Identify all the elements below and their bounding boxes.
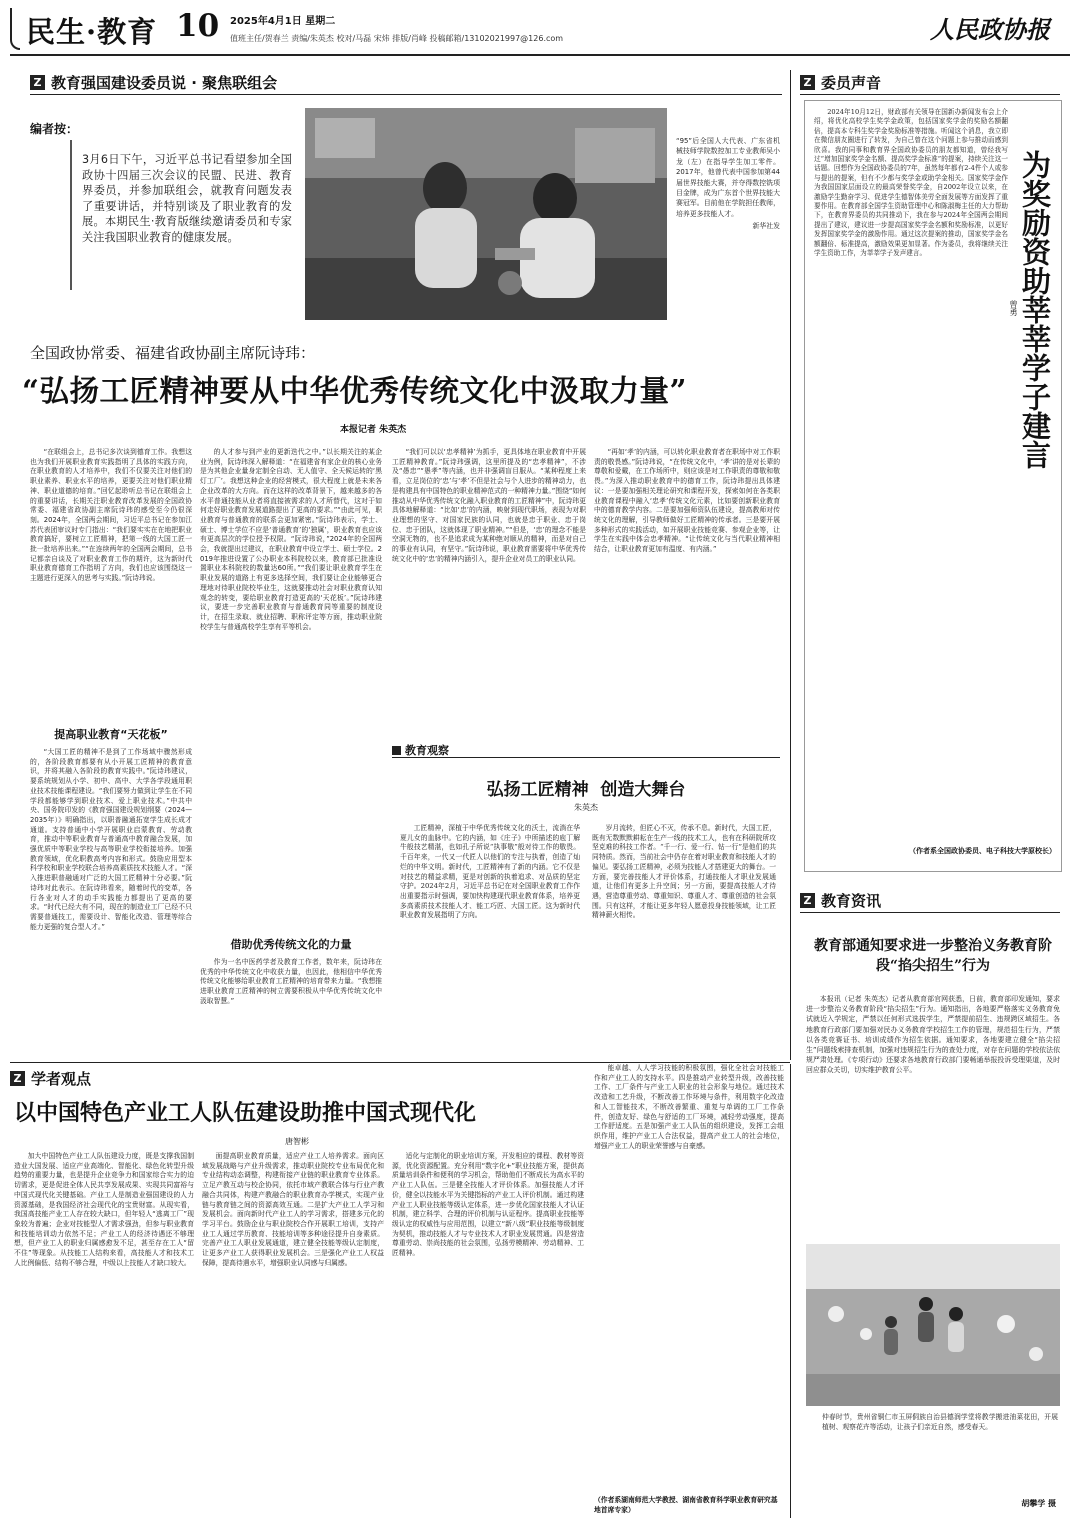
article-col-1b xyxy=(30,748,192,948)
section-tag: Z xyxy=(30,75,45,90)
main-byline: 本报记者 朱英杰 xyxy=(340,425,407,435)
committee-title: 为奖励资助莘莘学子建言 xyxy=(1018,150,1052,469)
news-rule xyxy=(800,912,1060,913)
scholar-col-3 xyxy=(392,1152,584,1518)
article-col-2-text: 的人才参与到产业的更新迭代之中。”以长期关注的某企业为例，阮诗玮深入解释道：“在福建省有家企业的核心业务是为其他企业量身定制全自动、无人值守、全天候运转的‘黑灯工厂’。我想这种企业的经营模式，很大程度上就是未来各企业改革的大方向。而在这样的改革背景下，越来越多的各水平普通技能从业者将直接被需求的人才所替代，这对于如何走好职业教育发展道路提出了更高的要求。”“由此可见，职业教育与普通教育的联系会更加紧密。”阮诗玮表示，学士、硕士、博士学位不应是‘普通教育’的‘独属’，职业教育也应该有更高层次的学位授予权限。“阮诗玮说，”2024年的全国两会，我就提出过建议，在职业教育中设立学士、硕士学位。2019年推进设置了公办职业本科院校以来，教育部已批准设置职业本科院校的数量达60所。”“我们要让职业教育学生在职业发展的道路上有更多选择空间，我们要让企业能够更合理地对待职业院校毕业生，这就要推动社会对职业教育认知观念的转变，要给职业教育打造更高的‘天花板’。”阮诗玮建议，要进一步完善职业教育与普通教育同等重要的制度设计，在招生录取、就业招聘、职称评定等方面，推动职业院校学生与普通高校学生享有平等机会。 xyxy=(200,448,382,631)
article-col-2b xyxy=(200,958,382,1058)
observation-col-1-text: 工匠精神，深植于中华优秀传统文化的沃土，流淌在华夏儿女的血脉中。它的内涵，如《庄子》中所描述的庖丁解牛般技艺精湛，也如孔子所说“执事敬”般对待工作的敬畏。千百年来，一代又一代匠人以他们的专注与执着，创造了灿烂的中华文明。新时代，工匠精神有了新的内涵。它不仅是对技艺的精益求精，更是对创新的执着追求、对品质的坚定守护。2024年2月，习近平总书记在对全国职业教育工作作出重要指示时强调，要加快构建现代职业教育体系，培养更多高素质技术技能人才、能工巧匠、大国工匠。这为新时代职业教育发展指明了方向。 xyxy=(400,824,580,920)
news-head xyxy=(800,890,881,911)
staff-line: 值班主任/贺春兰 责编/朱英杰 校对/马磊 宋炜 排版/肖峰 投稿邮箱/13102021997@126.com xyxy=(230,34,564,43)
editor-note: 3月6日下午，习近平总书记看望参加全国政协十四届三次会议的民盟、民进、教育界委员，并参加联组会，就教育问题发表了重要讲话，并特别谈及了职业教育的发展。本期民生·教育版继续邀请委员和专家关注我国职业教育的健康发展。 xyxy=(82,153,292,244)
masthead-bracket xyxy=(10,8,20,50)
masthead-rule xyxy=(10,54,1070,56)
news-text xyxy=(806,994,1060,1236)
news-text-body: 本报讯（记者 朱英杰）记者从教育部官网获悉，日前，教育部印发通知，要求进一步整治义务教育阶段“掐尖招生”行为。通知指出，各地要严格落实义务教育免试就近入学规定，严禁以任何形式选拔学生，严禁提前招生、违规跨区域招生。各地教育行政部门要加强对民办义务教育学校招生工作的管理，规范招生行为，严禁以各类竞赛证书、培训成绩作为招生依据。通知要求，各地要建立健全“掐尖招生”问题线索排查机制，加强对违规招生行为的查处力度，对存在问题的学校依法依规严肃处理。《专项行动》还要求各地教育行政部门要畅通举报投诉受理渠道，及时回应群众关切，切实维护教育公平。 xyxy=(806,995,1060,1075)
editor-label: 编者按： xyxy=(30,122,79,136)
kicker: 全国政协常委、福建省政协副主席阮诗玮： xyxy=(30,344,316,362)
observation-col-1 xyxy=(400,824,580,1054)
article-col-2b-text: 作为一名中医药学者及教育工作者，数年来，阮诗玮在优秀的中华传统文化中收获力量，也因此，他相信中华优秀传统文化能够给职业教育工匠精神的培育带来力量。“我想推进职业教育工匠精神的树立需要积极从中华优秀传统文化中汲取智慧。” xyxy=(200,958,382,1005)
article-col-4-text: “再如‘孝’的内涵，可以转化职业教育者在职场中对工作职责的敬畏感。”阮诗玮说，“在传统文化中，‘孝’讲的是对长辈的尊敬和爱戴，在工作场所中，则应该是对工作职责的尊敬和敬畏。”为深入推动职业教育中的德育工作，阮诗玮提出具体建议：一是要加强相关理论研究和课程开发，探索如何在各类职业教育课程中融入‘忠孝’传统文化元素，比如要创新职业教育中的德育教学内容。二是要加强师资队伍建设，提高教师对传统文化的理解，引导教师做好工匠精神的传承者。三是要开展多种形式的实践活动，如开展职业技能竞赛、参观企业等，让学生在实践中体会忠孝精神。“让传统文化与当代职业精神相结合，让职业教育更加有温度、有内涵。” xyxy=(594,448,780,554)
article-col-1-text: “在联组会上，总书记多次谈到德育工作。我想这也为我们开展职业教育实践指明了具体的实践方向，在职业教育的人才培养中，我们不仅要关注对他们的职业素养、职业水平的培养，更要关注对他们职业精神、职业道德的培育。”回忆起聆听总书记在联组会上的重要讲话，长期关注职业教育改革发展的全国政协常委、福建省政协副主席阮诗玮的感受至今仍很深刻。2024年，全国两会期间，习近平总书记在参加江苏代表团审议时专门指出：“我们要实实在在地把职业教育搞好，要树立工匠精神，把第一线的大国工匠一批一批培养出来。”“在连续两年的全国两会期间，总书记都亲自谈及了对职业教育工作的期许，这为新时代职业教育德育工作指明了方向，我们也应该围绕这一主题进行更深入的思考与实践。”阮诗玮说。 xyxy=(30,448,192,583)
article-col-1 xyxy=(30,448,192,718)
page-number: 10 xyxy=(176,8,220,44)
top-section-head xyxy=(30,72,277,93)
section-name: 民生·教育 xyxy=(26,15,158,49)
committee-tag: Z xyxy=(800,75,815,90)
issue-date: 2025年4月1日 星期二 xyxy=(230,16,336,27)
committee-author: 曾勇 xyxy=(1009,300,1018,316)
scholar-author-note: （作者系湖南师范大学教授、湖南省教育科学职业教育研究基地首席专家） xyxy=(594,1496,778,1514)
workshop-photo-art xyxy=(305,108,667,320)
news-label: 教育资讯 xyxy=(821,892,882,910)
committee-text-body: 2024年10月12日，财政部有关领导在国新办新闻发布会上介绍，将优化高校学生奖学金政策，包括国家奖学金的奖励名额翻倍，提高本专科生奖学金奖励标准等措施。听闻这个消息，我立即在微信朋友圈进行了转发，为自己曾在这个问题上参与推动而感到欣喜。我的同事和教育界全国政协委员的朋友都知道，曾经我写过“增加国家奖学金名额、提高奖学金标准”的提案，持续关注这一话题。回想作为全国政协委员的7年，虽然每年都有2-4件个人或参与提出的提案，但有不少都与奖学金或助学金相关。国家奖学金作为我国国家层面设立的最高荣誉奖学金，自2002年设立以来，在激励学生勤奋学习、促进学生德智体美劳全面发展等方面发挥了重要作用。在教育部全国学生资助管理中心和陈淑梅主任的大力帮助下，在教育界委员的共同推动下，我在参与2024年全国两会期间提出了建议，建议进一步提高国家奖学金名额和奖励标准，以更好发挥国家奖学金的激励作用。通过这次提案的推动，国家奖学金名额翻倍、标准提高，激励效果更加显著。作为委员，我将继续关注学生资助工作，为莘莘学子发声建言。 xyxy=(814,108,1008,258)
subhead-culture: 借助优秀传统文化的力量 xyxy=(230,938,352,951)
news-headline: 教育部通知要求进一步整治义务教育阶段“掐尖招生”行为 xyxy=(814,938,1052,974)
scholar-col-2-text: 面提高职业教育质量，适应产业工人培养需求。面向区域发展战略与产业升级需求，推动职业院校专业布局优化和专业结构动态调整，构建衔接产业链的职业教育专业体系。立足产教互动与校企协同，依托市域产教联合体与行业产教融合共同体，构建产教融合的职业教育办学模式，实现产业链与教育链之间的资源高效互通。二是扩大产业工人学习和发展机会。面向新时代产业工人的学习需求，搭建多元化的学习平台。鼓励企业与职业院校合作开展职工培训，支持产业工人通过学历教育、技能培训等多种途径提升自身素质。完善产业工人职业发展通道，建立健全技能等级认定制度，让更多产业工人获得职业发展机会。三是强化产业工人权益保障，提高待遇水平，增强职业认同感与归属感。 xyxy=(202,1152,384,1267)
committee-text xyxy=(814,108,1008,836)
scholar-col-2 xyxy=(202,1152,384,1518)
masthead xyxy=(0,0,1080,55)
observation-col-2 xyxy=(592,824,776,1054)
rapeseed-photo-art xyxy=(806,1244,1060,1406)
scholar-head xyxy=(10,1068,91,1089)
article-col-2 xyxy=(200,448,382,924)
scholar-col-4 xyxy=(594,1064,784,1494)
article-col-3-text: “我们可以以‘忠孝精神’为抓手，更具体地在职业教育中开展工匠精神教育。”阮诗玮强调，这里所提及的“忠孝精神”，不涉及“愚忠”“愚孝”等内涵，也并非强调盲目服从。“某种程度上来看，立足岗位的‘忠’与‘孝’不但是社会与个人进步的精神动力，也是构建具有中国特色的职业精神范式的一种精神力量。”围绕“如何推动从中华优秀传统文化融入职业教育的工匠精神”中，阮诗玮更具体地解释道：“比如‘忠’的内涵，映射到现代职场，表现为对职业理想的坚守、对国家民族的认同，也就是忠于职业、忠于岗位、忠于团队，这就体现了职业精神。”“但是，‘忠’的理念不能是空洞无物的，也不是追求成为某种绝对顺从的精神，而是对自己的事业有认同，有坚守。”阮诗玮说，职业教育需要将中华优秀传统文化中的‘忠’的精神内涵引入，提升企业对员工的职业认同。 xyxy=(392,448,586,563)
article-col-3 xyxy=(392,448,586,734)
scholar-col-3-text: 适化与定制化的职业培训方案，开发相应的课程、教材等资源，优化资源配置。充分利用“数字化+”职业技能方案，提供高质量培训条件和便利的学习机会，帮助他们不断成长为高水平的产业工人队伍。三是健全技能人才评价体系。加强技能人才评价，健全以技能水平为关键指标的产业工人评价机制。通过构建产业工人职业技能等级认定体系，进一步优化国家技能人才认证机制，建立科学、合理的评价机制与认证程序。提高职业技能等级认定的权威性与应用范围，以建立“新八级”职业技能等级制度为契机，推动技能人才与专业技术人才职业发展贯通。四是营造尊重劳动、崇尚技能的社会氛围，弘扬劳模精神、劳动精神、工匠精神。 xyxy=(392,1152,584,1258)
observation-author: 朱英杰 xyxy=(574,803,598,812)
scholar-author: 唐智彬 xyxy=(285,1137,309,1146)
subhead-ceiling: 提高职业教育“天花板” xyxy=(54,728,168,741)
news-tag: Z xyxy=(800,893,815,908)
article-col-4 xyxy=(594,448,780,734)
photo-caption-text: “95”后全国人大代表、广东省机械技师学院数控加工专业教师吴小龙（左）在指导学生加工零件。2017年，他曾代表中国参加第44届世界技能大赛，并夺得数控铣项目金牌，成为广东首个世界技能大赛冠军。目前他在学院担任教师，培养更多技能人才。 xyxy=(676,137,780,218)
main-headline: “弘扬工匠精神要从中华优秀传统文化中汲取力量” xyxy=(22,373,687,408)
committee-author-note: （作者系全国政协委员、电子科技大学原校长） xyxy=(909,847,1056,855)
committee-head xyxy=(800,72,881,93)
observation-label xyxy=(392,742,449,758)
rapeseed-photo xyxy=(806,1244,1060,1406)
scholar-headline: 以中国特色产业工人队伍建设助推中国式现代化 xyxy=(14,1100,477,1126)
scholar-top-rule xyxy=(10,1062,790,1063)
scholar-col-4-text: 能卓越、人人学习技能的积极氛围，强化全社会对技能工作和产业工人的支持水平。四是推动产业转型升级，改善技能工作、工厂条件与产业工人职业的社会形象与地位。通过技术改造和工艺升级，不断改善工作环境与条件，利用数字化改造和人工智能技术，不断改善繁重、重复与单调的工厂工作条件，创造友好、绿色与舒适的工厂环境，减轻劳动强度，提高工作舒适度。五是加强产业工人队伍的组织建设，发挥工会组织作用，维护产业工人合法权益，提高产业工人的社会地位，增强产业工人的职业荣誉感与自豪感。 xyxy=(594,1064,784,1150)
column-divider xyxy=(790,70,791,1060)
observation-square-icon xyxy=(392,746,401,755)
photo-caption xyxy=(676,136,780,232)
scholar-col-1 xyxy=(14,1152,194,1518)
top-section-title: 教育强国建设委员说 · 聚焦联组会 xyxy=(51,74,278,92)
observation-col-2-text: 岁月流转，但匠心不灭，传承不息。新时代，大国工匠，既有无数默默耕耘在生产一线的技术工人，也有在科研院所攻坚克难的科技工作者。“千一行、爱一行、钻一行”是他们的共同特质。然而，当前社会中仍存在着对职业教育和技能人才的偏见。要弘扬工匠精神，必须为技能人才搭建更大的舞台。一方面，要完善技能人才评价体系，打通技能人才职业发展通道，让他们有更多上升空间；另一方面，要提高技能人才待遇，营造尊重劳动、尊重知识、尊重人才、尊重创造的社会氛围。只有这样，才能让更多年轻人愿意投身技能领域，让工匠精神薪火相传。 xyxy=(592,824,776,920)
photo-credit: 新华社发 xyxy=(752,222,780,231)
news-photo-credit: 胡攀学 摄 xyxy=(1021,1499,1056,1508)
observation-rule xyxy=(392,757,780,758)
paper-logo: 人民政协报 xyxy=(930,15,1050,44)
top-section-rule xyxy=(30,94,782,95)
scholar-label: 学者观点 xyxy=(31,1070,92,1088)
committee-label: 委员声音 xyxy=(821,74,882,92)
scholar-tag: Z xyxy=(10,1071,25,1086)
observation-title: 弘扬工匠精神 创造大舞台 xyxy=(486,780,686,800)
scholar-col-1-text: 加大中国特色产业工人队伍建设力度，既是支撑我国制造业大国发展、适应产业高端化、智能化、绿色化转型升级趋势的重要力量，也是提升企业竞争力和国家综合实力的迫切需求，更是促进全体人民共享发展成果、实现共同富裕与中国式现代化关键基础。产业工人是制造业强国建设的人力资源基础，是我国经济社会现代化的宝贵财富。从现实看，我国高技能产业工人存在较大缺口，但年轻人“逃离工厂”现象较为普遍；企业对技能型人才需求强劲，但参与职业教育和技能培训动力依然不足；产业工人的经济待遇还不够理想，但产业工人的职业归属感愈发不足，甚至存在工人“留不住”等现象。从技能工人结构来看，高技能人才和技术工人比例偏低、结构不够合理，中级以上技能人才缺口较大。 xyxy=(14,1152,194,1267)
observation-label-text: 教育观察 xyxy=(405,744,449,757)
committee-rule xyxy=(800,94,1060,95)
news-photo-caption: 仲春时节，贵州省铜仁市玉屏侗族自治县德润学堂将教学搬进油菜花田，开展植树、观察花卉等活动，让孩子们亲近自然，感受春天。 xyxy=(822,1413,1058,1431)
workshop-photo xyxy=(305,108,667,320)
article-col-1b-text: “大国工匠的精神不是到了工作场域中骤然形成的，各阶段教育都要有从小开展工匠精神的教育意识，并将其融入各阶段的教育实践中。”阮诗玮建议，要系统规划从小学、初中、高中、大学各学段通用职业技术技能课程建设。“我们要努力做到让学生在不同学段都能够学到职业技术、爱上职业技术。”中共中央、国务院印发的《教育强国建设规划纲要（2024—2035年）》明确指出，以职普融通拓宽学生成长成才通道。支持普通中小学开展职业启蒙教育、劳动教育，推动中等职业教育与普通高中教育融合发展，加强优质中等职业学校与高等职业学校衔接培养。加强教育领域，优化职教高考内容和形式。鼓励应用型本科学校和职业学校联合培养高素质技术技能人才。“深入推进职普融通对广泛的大国工匠精神十分必要。”阮诗玮对此表示。在阮诗玮看来，随着时代的变革，各行各业对人才的动手实践能力都提出了更高的要求。“时代已经大有不同，现在的制造业工厂已经不只需要普通技工，需要设计、智能化改造、管理等综合能力更强的复合型人才。” xyxy=(30,748,192,931)
bottom-divider xyxy=(790,1064,791,1518)
